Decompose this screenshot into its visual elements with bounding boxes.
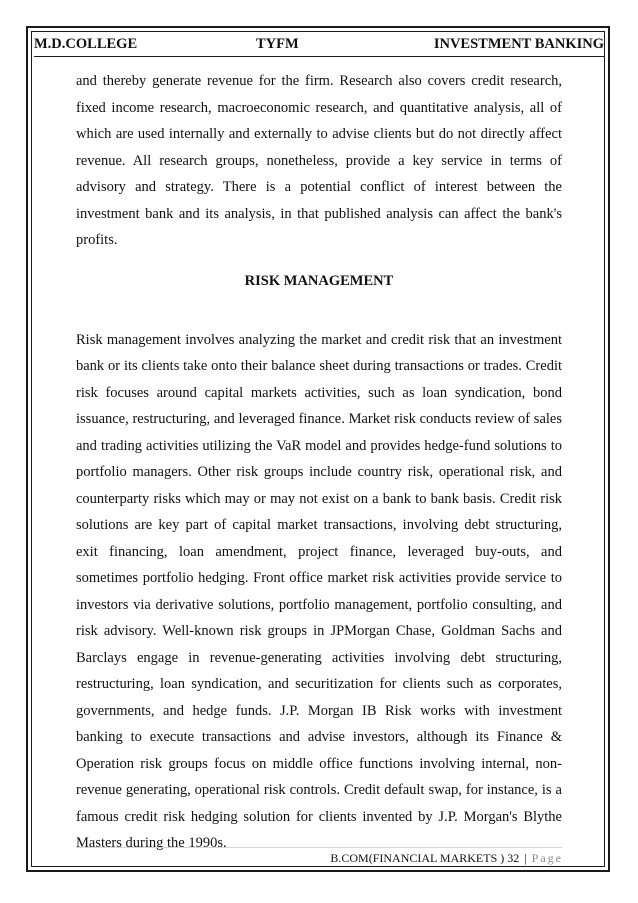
page-footer xyxy=(330,851,563,866)
paragraph-1-text: and thereby generate revenue for the firm. Research also covers credit research, fixed income research, macroeconomic research, and quantitative analysis, all of which are used internally and externally to advise clients but do not directly affect revenue. All research groups, nonetheless, provide a key service in terms of advisory and strategy. There is a potential conflict of interest between the investment bank and its analysis, in that published analysis can affect the bank's profits. xyxy=(76,73,562,248)
paragraph-risk-management xyxy=(76,312,562,871)
footer-page-label: Page xyxy=(531,851,563,865)
paragraph-research xyxy=(76,68,562,254)
header-rule xyxy=(34,56,604,57)
page-header xyxy=(34,36,604,56)
footer-rule xyxy=(76,847,562,848)
paragraph-2-text: Risk management involves analyzing the market and credit risk that an investment bank or its clients take onto their balance sheet during transactions or trades. Credit risk focuses around capital markets activities, such as loan syndication, bond issuance, restructuring, and leveraged finance. Market risk conducts review of sales and trading activities utilizing the VaR model and provides hedge-fund solutions to portfolio managers. Other risk groups include country risk, operational risk, and counterparty risks which may or may not exist on a bank to bank basis. Credit risk solutions are key part of capital market transactions, involving debt structuring, exit financing, loan amendment, project finance, leveraged buy-outs, and sometimes portfolio hedging. Front office market risk activities provide service to investors via derivative solutions, portfolio management, portfolio consulting, and risk advisory. Well-known risk groups in JPMorgan Chase, Goldman Sachs and Barclays engage in revenue-generating activities involving debt structuring, restructuring, loan syndication, and securitization for clients such as corporates, governments, and hedge funds. J.P. Morgan IB Risk works with investment banking to execute transactions and advise investors, although its Finance & Operation risk groups focus on middle office functions involving internal, non-revenue generating, operational risk controls. Credit default swap, for instance, is a famous credit risk hedging solution for clients invented by J.P. Morgan's Blythe Masters during the 1990s. xyxy=(76,331,562,851)
footer-separator: | xyxy=(524,851,527,865)
header-class: TYFM xyxy=(256,36,299,52)
footer-course: B.COM(FINANCIAL MARKETS ) xyxy=(330,851,505,865)
header-subject: INVESTMENT BANKING xyxy=(433,36,604,52)
header-college: M.D.COLLEGE xyxy=(34,36,138,52)
footer-page-number: 32 xyxy=(507,851,520,865)
section-heading: RISK MANAGEMENT xyxy=(244,273,394,289)
